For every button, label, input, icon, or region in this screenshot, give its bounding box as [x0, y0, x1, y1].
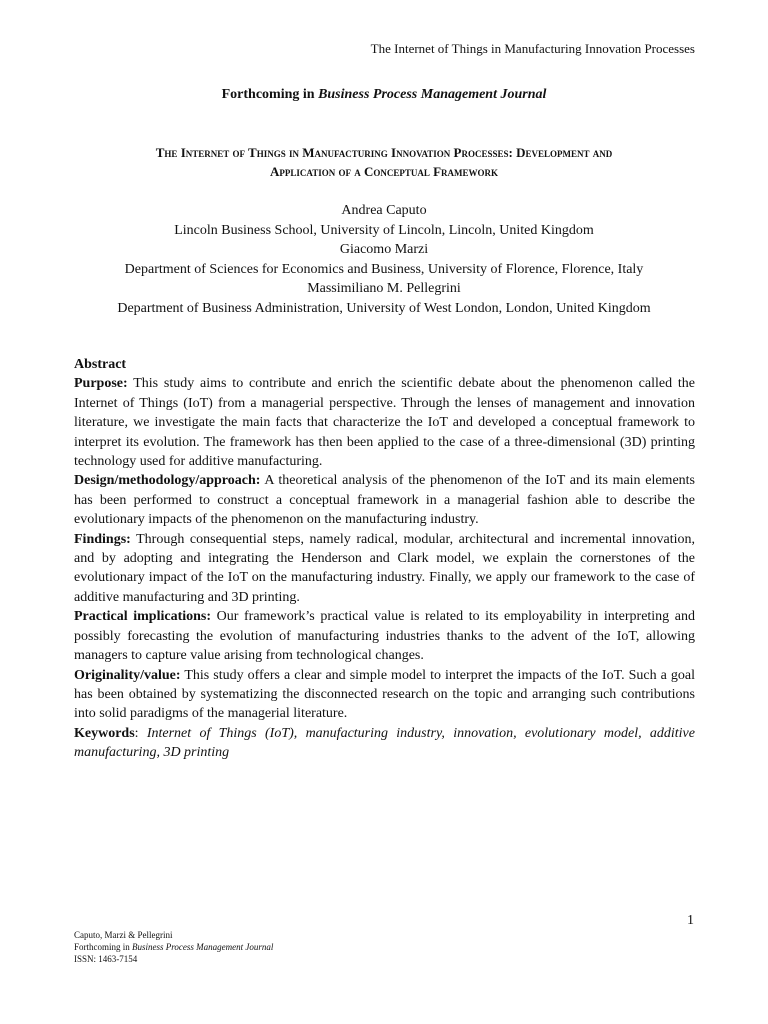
- footer-forthcoming-prefix: Forthcoming in: [74, 942, 132, 952]
- design-text: A theoretical analysis of the phenomenon of the IoT and its main elements has been performed to construct a conceptual framework in a managerial fashion able to describe the evolutionary impacts of the phenomenon on the manufacturing industry.: [74, 473, 695, 528]
- title-line-1: The Internet of Things in Manufacturing Innovation Processes: Development and: [155, 145, 613, 160]
- abstract-originality: [74, 666, 695, 724]
- paper-title: [74, 143, 694, 181]
- design-label: Design/methodology/approach:: [74, 473, 261, 489]
- title-line-2: Application of a Conceptual Framework: [269, 164, 499, 179]
- footer-journal: [74, 941, 273, 953]
- author-affiliation: Lincoln Business School, University of Lincoln, Lincoln, United Kingdom: [174, 222, 594, 238]
- keywords-list: Internet of Things (IoT), manufacturing industry, innovation, evolutionary model, additive manufacturing, 3D printing: [74, 725, 695, 761]
- practical-text: Our framework’s practical value is related to its employability in interpreting and possibly forecasting the evolution of manufacturing industries thanks to the advent of the IoT, allowing managers to capture value arising from technological changes.: [74, 609, 696, 664]
- abstract-section: [74, 355, 695, 763]
- author-affiliation: Department of Business Administration, University of West London, London, United Kingdom: [117, 300, 651, 316]
- footer-authors: Caputo, Marzi & Pellegrini: [74, 930, 173, 940]
- keywords-separator: :: [134, 725, 147, 741]
- practical-label: Practical implications:: [74, 609, 212, 625]
- author-name: Massimiliano M. Pellegrini: [307, 281, 461, 297]
- author-block: [0, 201, 768, 319]
- page-number: 1: [687, 913, 694, 928]
- abstract-practical: [74, 607, 695, 665]
- page-footer: [74, 929, 273, 965]
- author-name: Giacomo Marzi: [339, 242, 429, 258]
- journal-name: Business Process Management Journal: [318, 87, 547, 102]
- findings-label: Findings:: [74, 531, 131, 547]
- findings-text: Through consequential steps, namely radical, modular, architectural and incremental innovation, and by adopting and integrating the Henderson and Clark model, we explain the cornerstones of the evolutionary impact of the IoT on the manufacturing industry. Finally, we apply our framework to the case of additive manufacturing and 3D printing.: [74, 531, 695, 605]
- footer-journal-name: Business Process Management Journal: [132, 942, 274, 952]
- originality-label: Originality/value:: [74, 667, 181, 683]
- purpose-text: This study aims to contribute and enrich the scientific debate about the phenomenon called the Internet of Things (IoT) from a managerial perspective. Through the lenses of management and innovation literature, we investigate the main facts that characterize the IoT and developed a conceptual framework to interpret its evolution. The framework has then been applied to the case of a three-dimensional (3D) printing technology used for additive manufacturing.: [74, 376, 695, 470]
- footer-issn: ISSN: 1463-7154: [74, 954, 138, 964]
- abstract-keywords: [74, 724, 695, 763]
- abstract-purpose: [74, 374, 695, 471]
- forthcoming-prefix: Forthcoming in: [221, 87, 319, 102]
- abstract-findings: [74, 530, 695, 608]
- abstract-design: [74, 471, 695, 529]
- keywords-label: Keywords: [74, 725, 135, 741]
- purpose-label: Purpose:: [74, 376, 128, 392]
- abstract-heading: Abstract: [74, 357, 127, 372]
- originality-text: This study offers a clear and simple model to interpret the impacts of the IoT. Such a goal has been obtained by systematizing the disconnected research on the topic and arranging such contributions into solid paradigms of the managerial literature.: [74, 667, 695, 722]
- author-name: Andrea Caputo: [341, 203, 427, 218]
- forthcoming-notice: [0, 86, 768, 104]
- author-affiliation: Department of Sciences for Economics and Business, University of Florence, Florence, Italy: [124, 261, 644, 277]
- running-title: The Internet of Things in Manufacturing Innovation Processes: [370, 41, 695, 56]
